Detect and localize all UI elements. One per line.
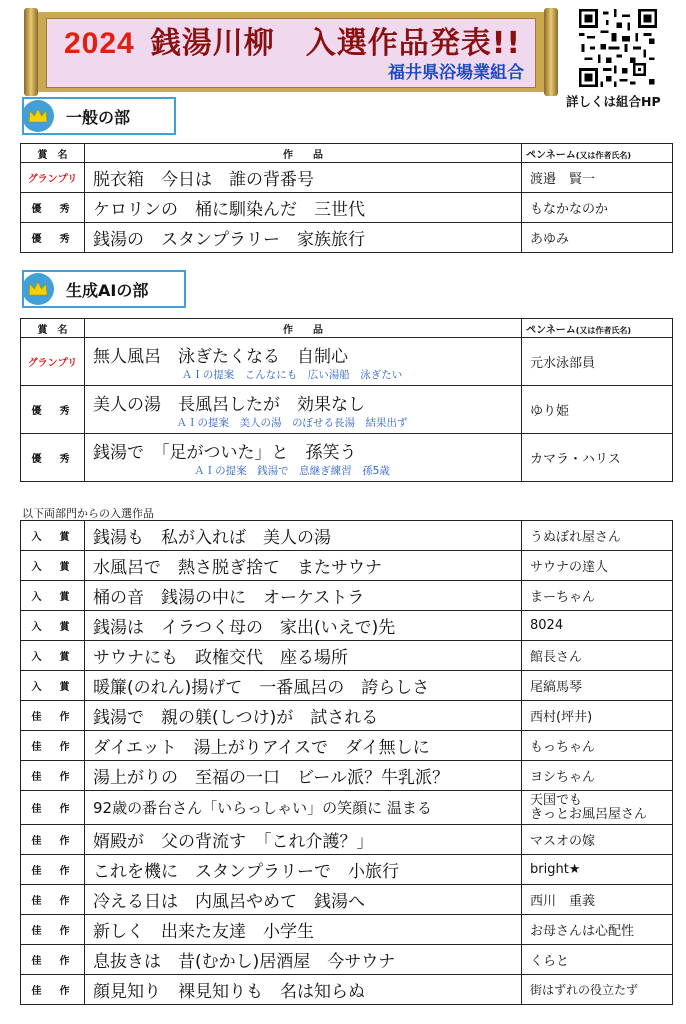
author-cell: もなかなのか bbox=[522, 193, 673, 223]
table-header-row bbox=[21, 319, 673, 338]
author-cell: サウナの達人 bbox=[522, 551, 673, 581]
award-cell: 佳 作 bbox=[21, 945, 85, 975]
table-row bbox=[21, 915, 673, 945]
work-cell: ダイエット 湯上がりアイスで ダイ無しに bbox=[85, 731, 522, 761]
award-cell: 入 賞 bbox=[21, 581, 85, 611]
table-row bbox=[21, 338, 673, 386]
award-cell: 佳 作 bbox=[21, 791, 85, 825]
award-cell: 佳 作 bbox=[21, 761, 85, 791]
author-cell: 西川 重義 bbox=[522, 885, 673, 915]
award-cell: 佳 作 bbox=[21, 885, 85, 915]
work-cell: 新しく 出来た友達 小学生 bbox=[85, 915, 522, 945]
table-row bbox=[21, 671, 673, 701]
award-cell: グランプリ bbox=[21, 338, 85, 386]
table-row bbox=[21, 386, 673, 434]
work-cell: 婿殿が 父の背流す 「これ介護？」 bbox=[85, 825, 522, 855]
work-cell: 暖簾(のれん)揚げて 一番風呂の 誇らしさ bbox=[85, 671, 522, 701]
title-text: 銭湯川柳 入選作品発表!! bbox=[150, 26, 522, 61]
award-cell: 入 賞 bbox=[21, 611, 85, 641]
work-text: 美人の湯 長風呂したが 効果なし bbox=[93, 394, 365, 415]
section-header-general bbox=[22, 97, 176, 135]
header-author-sub: (又は作者氏名) bbox=[575, 150, 632, 160]
author-cell: 元水泳部員 bbox=[522, 338, 673, 386]
section-title: 生成AIの部 bbox=[66, 280, 149, 300]
work-cell: 冷える日は 内風呂やめて 銭湯へ bbox=[85, 885, 522, 915]
table-row bbox=[21, 825, 673, 855]
title-banner bbox=[24, 8, 558, 96]
work-cell bbox=[85, 338, 522, 386]
general-results-table bbox=[20, 143, 673, 253]
section-header-ai bbox=[22, 270, 186, 308]
both-divisions-note: 以下両部門からの入選作品 bbox=[22, 507, 154, 520]
work-cell: 湯上がりの 至福の一口 ビール派？牛乳派？ bbox=[85, 761, 522, 791]
award-cell: 入 賞 bbox=[21, 521, 85, 551]
table-row bbox=[21, 521, 673, 551]
author-cell bbox=[522, 791, 673, 825]
header-author bbox=[522, 319, 673, 338]
work-cell: 銭湯の スタンプラリー 家族旅行 bbox=[85, 223, 522, 253]
work-cell: これを機に スタンプラリーで 小旅行 bbox=[85, 855, 522, 885]
work-cell: 脱衣箱 今日は 誰の背番号 bbox=[85, 163, 522, 193]
table-row bbox=[21, 945, 673, 975]
award-cell: 入 賞 bbox=[21, 641, 85, 671]
ai-suggestion: ＡＩの提案 美人の湯 のぼせる長湯 結果出ず bbox=[176, 416, 408, 429]
award-cell: 佳 作 bbox=[21, 701, 85, 731]
award-cell: 優 秀 bbox=[21, 223, 85, 253]
table-row bbox=[21, 223, 673, 253]
award-cell: 優 秀 bbox=[21, 193, 85, 223]
scroll-rod-right bbox=[544, 8, 558, 96]
author-cell: 街はずれの役立たず bbox=[522, 975, 673, 1005]
table-row bbox=[21, 551, 673, 581]
work-cell: 息抜きは 昔(むかし)居酒屋 今サウナ bbox=[85, 945, 522, 975]
page-title bbox=[64, 18, 521, 62]
work-cell: 顔見知り 裸見知りも 名は知らぬ bbox=[85, 975, 522, 1005]
work-cell bbox=[85, 434, 522, 482]
work-cell: 銭湯で 親の躾(しつけ)が 試される bbox=[85, 701, 522, 731]
header-author-sub: (又は作者氏名) bbox=[575, 325, 632, 335]
award-cell: グランプリ bbox=[21, 163, 85, 193]
author-cell: ヨシちゃん bbox=[522, 761, 673, 791]
award-cell: 佳 作 bbox=[21, 975, 85, 1005]
author-cell: 西村(坪井) bbox=[522, 701, 673, 731]
qr-code-icon[interactable] bbox=[579, 8, 657, 88]
work-cell: ケロリンの 桶に馴染んだ 三世代 bbox=[85, 193, 522, 223]
table-row bbox=[21, 701, 673, 731]
award-cell: 佳 作 bbox=[21, 915, 85, 945]
ai-suggestion: ＡＩの提案 こんなにも 広い湯船 泳ぎたい bbox=[181, 368, 403, 381]
award-cell: 入 賞 bbox=[21, 551, 85, 581]
table-row bbox=[21, 855, 673, 885]
table-row bbox=[21, 761, 673, 791]
organization-name: 福井県浴場業組合 bbox=[388, 63, 524, 83]
scroll-rod-left bbox=[24, 8, 38, 96]
author-line-1: 天国でも bbox=[530, 792, 583, 808]
author-cell: まーちゃん bbox=[522, 581, 673, 611]
table-row bbox=[21, 791, 673, 825]
award-cell: 佳 作 bbox=[21, 855, 85, 885]
author-cell: 渡邉 賢一 bbox=[522, 163, 673, 193]
award-cell: 入 賞 bbox=[21, 671, 85, 701]
author-cell: あゆみ bbox=[522, 223, 673, 253]
author-line-2: きっとお風呂屋さん bbox=[530, 806, 648, 822]
table-row bbox=[21, 885, 673, 915]
author-cell: 尾縞馬琴 bbox=[522, 671, 673, 701]
author-cell: うぬぼれ屋さん bbox=[522, 521, 673, 551]
header-work: 作 品 bbox=[85, 144, 522, 163]
table-row bbox=[21, 193, 673, 223]
table-row bbox=[21, 731, 673, 761]
work-cell: サウナにも 政権交代 座る場所 bbox=[85, 641, 522, 671]
author-cell: 館長さん bbox=[522, 641, 673, 671]
author-cell: bright★ bbox=[522, 855, 673, 885]
crown-icon bbox=[22, 100, 54, 132]
author-cell: カマラ・ハリス bbox=[522, 434, 673, 482]
header-author bbox=[522, 144, 673, 163]
author-cell: マスオの嫁 bbox=[522, 825, 673, 855]
author-cell: もっちゃん bbox=[522, 731, 673, 761]
header-author-label: ペンネーム bbox=[526, 324, 576, 336]
both-divisions-table bbox=[20, 520, 673, 1005]
work-text: 無人風呂 泳ぎたくなる 自制心 bbox=[93, 346, 348, 367]
work-cell: 銭湯も 私が入れば 美人の湯 bbox=[85, 521, 522, 551]
table-row bbox=[21, 641, 673, 671]
header-award: 賞 名 bbox=[21, 144, 85, 163]
author-cell: お母さんは心配性 bbox=[522, 915, 673, 945]
ai-results-table bbox=[20, 318, 673, 482]
author-cell: 8024 bbox=[522, 611, 673, 641]
work-text: 銭湯で 「足がついた」と 孫笑う bbox=[93, 442, 357, 463]
table-header-row bbox=[21, 144, 673, 163]
award-cell: 佳 作 bbox=[21, 731, 85, 761]
author-cell: くらと bbox=[522, 945, 673, 975]
table-row bbox=[21, 581, 673, 611]
award-cell: 佳 作 bbox=[21, 825, 85, 855]
ai-suggestion: ＡＩの提案 銭湯で 息継ぎ練習 孫5歳 bbox=[194, 464, 390, 477]
table-row bbox=[21, 434, 673, 482]
work-cell: 92歳の番台さん「いらっしゃい」の笑顔に 温まる bbox=[85, 791, 522, 825]
qr-caption: 詳しくは組合HP bbox=[566, 94, 661, 109]
section-title: 一般の部 bbox=[66, 107, 131, 127]
award-cell: 優 秀 bbox=[21, 434, 85, 482]
header-award: 賞 名 bbox=[21, 319, 85, 338]
work-cell: 水風呂で 熱さ脱ぎ捨て またサウナ bbox=[85, 551, 522, 581]
table-row bbox=[21, 163, 673, 193]
work-cell: 銭湯は イラつく母の 家出(いえで)先 bbox=[85, 611, 522, 641]
work-cell bbox=[85, 386, 522, 434]
table-row bbox=[21, 975, 673, 1005]
header-author-label: ペンネーム bbox=[526, 149, 576, 161]
title-year: 2024 bbox=[64, 27, 135, 60]
award-cell: 優 秀 bbox=[21, 386, 85, 434]
crown-icon bbox=[22, 273, 54, 305]
work-cell: 桶の音 銭湯の中に オーケストラ bbox=[85, 581, 522, 611]
header-work: 作 品 bbox=[85, 319, 522, 338]
author-cell: ゆり姫 bbox=[522, 386, 673, 434]
table-row bbox=[21, 611, 673, 641]
